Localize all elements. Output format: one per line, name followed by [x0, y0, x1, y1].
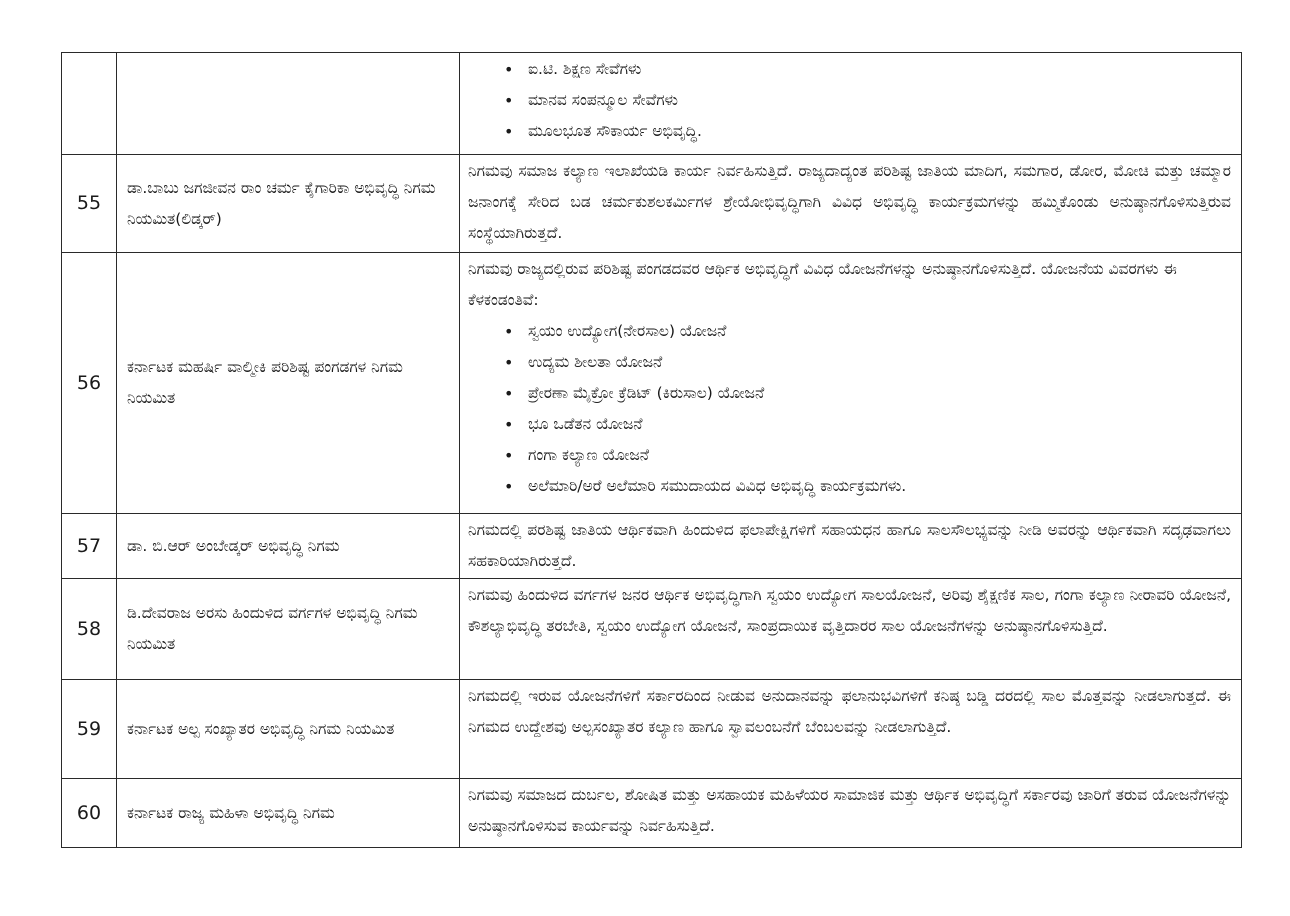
serial-number: 58 [62, 579, 117, 680]
table-row [62, 779, 1242, 848]
list-item: • ಉದ್ಯಮ ಶೀಲತಾ ಯೋಜನೆ [528, 347, 1231, 378]
description-cell [460, 155, 1242, 253]
description-cell [460, 579, 1242, 680]
bullet-list [468, 54, 1231, 147]
list-item: • ಮಾನವ ಸಂಪನ್ಮೂಲ ಸೇವೆಗಳು [528, 85, 1231, 116]
corporation-name: ಕರ್ನಾಟಕ ಮಹರ್ಷಿ ವಾಲ್ಮೀಕಿ ಪರಿಶಿಷ್ಟ ಪಂಗಡಗಳ ನಿಗಮ ನಿಯಮಿತ [117, 253, 460, 514]
description-text: ನಿಗಮವು ರಾಜ್ಯದಲ್ಲಿರುವ ಪರಿಶಿಷ್ಟ ಪಂಗಡದವರ ಆರ್ಥಿಕ ಅಭಿವೃದ್ಧಿಗೆ ವಿವಿಧ ಯೋಜನೆಗಳನ್ನು ಅನುಷ್ಠಾನಗೊಳಿಸುತ್ತಿದೆ. ಯೋಜನೆಯ ವಿವರಗಳು ಈ ಕೆಳಕಂಡಂತಿವೆ: [468, 260, 1177, 309]
list-item: • ಭೂ ಒಡೆತನ ಯೋಜನೆ [528, 409, 1231, 440]
scheme-list [468, 316, 1231, 502]
list-item: • ಗಂಗಾ ಕಲ್ಯಾಣ ಯೋಜನೆ [528, 440, 1231, 471]
list-item: • ಪ್ರೇರಣಾ ಮೈಕ್ರೋ ಕ್ರೆಡಿಟ್ (ಕಿರುಸಾಲ) ಯೋಜನೆ [528, 378, 1231, 409]
description-cell [460, 680, 1242, 779]
corporation-name: ಡಾ. ಬಿ.ಆರ್ ಅಂಬೇಡ್ಕರ್ ಅಭಿವೃದ್ಧಿ ನಿಗಮ [117, 514, 460, 579]
corporation-name: ಡಾ.ಬಾಬು ಜಗಜೀವನ ರಾಂ ಚರ್ಮ ಕೈಗಾರಿಕಾ ಅಭಿವೃದ್ಧಿ ನಿಗಮ ನಿಯಮಿತ(ಲಿಡ್ಕರ್) [117, 155, 460, 253]
description-cell [460, 53, 1242, 155]
description-cell [460, 514, 1242, 579]
list-item: • ಐ.ಟಿ. ಶಿಕ್ಷಣ ಸೇವೆಗಳು [528, 54, 1231, 85]
description-text: ನಿಗಮವು ಹಿಂದುಳಿದ ವರ್ಗಗಳ ಜನರ ಆರ್ಥಿಕ ಅಭಿವೃದ್ಧಿಗಾಗಿ ಸ್ವಯಂ ಉದ್ಯೋಗ ಸಾಲಯೋಜನೆ, ಅರಿವು ಶೈಕ್ಷಣಿಕ ಸಾಲ, ಗಂಗಾ ಕಲ್ಯಾಣ ನೀರಾವರಿ ಯೋಜನೆ, ಕೌಶಲ್ಯಾಭಿವೃದ್ಧಿ ತರಬೇತಿ, ಸ್ವಯಂ ಉದ್ಯೋಗ ಯೋಜನೆ, ಸಾಂಪ್ರದಾಯಿಕ ವೃತ್ತಿದಾರರ ಸಾಲ ಯೋಜನೆಗಳನ್ನು ಅನುಷ್ಠಾನಗೊಳಿಸುತ್ತಿದೆ. [468, 586, 1231, 635]
list-item: • ಅಲೆಮಾರಿ/ಅರೆ ಅಲೆಮಾರಿ ಸಮುದಾಯದ ವಿವಿಧ ಅಭಿವೃದ್ಧಿ ಕಾರ್ಯಕ್ರಮಗಳು. [528, 471, 1231, 502]
table-row [62, 514, 1242, 579]
serial-number: 56 [62, 253, 117, 514]
list-item: • ಸ್ವಯಂ ಉದ್ಯೋಗ(ನೇರಸಾಲ) ಯೋಜನೆ [528, 316, 1231, 347]
serial-number: 57 [62, 514, 117, 579]
corporation-name: ಡಿ.ದೇವರಾಜ ಅರಸು ಹಿಂದುಳಿದ ವರ್ಗಗಳ ಅಭಿವೃದ್ಧಿ ನಿಗಮ ನಿಯಮಿತ [117, 579, 460, 680]
description-cell [460, 779, 1242, 848]
corporation-name: ಕರ್ನಾಟಕ ಅಲ್ಪ ಸಂಖ್ಯಾತರ ಅಭಿವೃದ್ಧಿ ನಿಗಮ ನಿಯಮಿತ [117, 680, 460, 779]
serial-number: 60 [62, 779, 117, 848]
corporation-name-cell [117, 53, 460, 155]
serial-number: 59 [62, 680, 117, 779]
serial-number: 55 [62, 155, 117, 253]
serial-number-cell [62, 53, 117, 155]
table-row-continuation [62, 53, 1242, 155]
description-text: ನಿಗಮವು ಸಮಾಜದ ದುರ್ಬಲ, ಶೋಷಿತ ಮತ್ತು ಅಸಹಾಯಕ ಮಹಿಳೆಯರ ಸಾಮಾಜಿಕ ಮತ್ತು ಆರ್ಥಿಕ ಅಭಿವೃದ್ಧಿಗೆ ಸರ್ಕಾರವು ಜಾರಿಗೆ ತರುವ ಯೋಜನೆಗಳನ್ನು ಅನುಷ್ಠಾನಗೊಳಿಸುವ ಕಾರ್ಯವನ್ನು ನಿರ್ವಹಿಸುತ್ತಿದೆ. [468, 786, 1231, 835]
table-row [62, 579, 1242, 680]
corporation-name: ಕರ್ನಾಟಕ ರಾಜ್ಯ ಮಹಿಳಾ ಅಭಿವೃದ್ಧಿ ನಿಗಮ [117, 779, 460, 848]
table-row [62, 155, 1242, 253]
description-text: ನಿಗಮವು ಸಮಾಜ ಕಲ್ಯಾಣ ಇಲಾಖೆಯಡಿ ಕಾರ್ಯ ನಿರ್ವಹಿಸುತ್ತಿದೆ. ರಾಜ್ಯದಾದ್ಯಂತ ಪರಿಶಿಷ್ಟ ಜಾತಿಯ ಮಾದಿಗ, ಸಮಗಾರ, ಡೋರ, ಮೋಚಿ ಮತ್ತು ಚಮ್ಮಾರ ಜನಾಂಗಕ್ಕೆ ಸೇರಿದ ಬಡ ಚರ್ಮಕುಶಲಕರ್ಮಿಗಳ ಶ್ರೇಯೋಭಿವೃದ್ಧಿಗಾಗಿ ವಿವಿಧ ಅಭಿವೃದ್ಧಿ ಕಾರ್ಯಕ್ರಮಗಳನ್ನು ಹಮ್ಮಿಕೊಂಡು ಅನುಷ್ಠಾನಗೊಳಿಸುತ್ತಿರುವ ಸಂಸ್ಥೆಯಾಗಿರುತ್ತದೆ. [468, 162, 1231, 242]
table-row [62, 253, 1242, 514]
table-row [62, 680, 1242, 779]
description-cell [460, 253, 1242, 514]
description-text: ನಿಗಮದಲ್ಲಿ ಪರಶಿಷ್ಟ ಜಾತಿಯ ಆರ್ಥಿಕವಾಗಿ ಹಿಂದುಳಿದ ಫಲಾಪೇಕ್ಷಿಗಳಿಗೆ ಸಹಾಯಧನ ಹಾಗೂ ಸಾಲಸೌಲಭ್ಯವನ್ನು ನೀಡಿ ಅವರನ್ನು ಆರ್ಥಿಕವಾಗಿ ಸದೃಢವಾಗಲು ಸಹಕಾರಿಯಾಗಿರುತ್ತದೆ. [468, 521, 1231, 570]
corporations-table [61, 52, 1242, 848]
list-item: • ಮೂಲಭೂತ ಸೌಕಾರ್ಯ ಅಭಿವೃದ್ಧಿ. [528, 116, 1231, 147]
description-text: ನಿಗಮದಲ್ಲಿ ಇರುವ ಯೋಜನೆಗಳಿಗೆ ಸರ್ಕಾರದಿಂದ ನೀಡುವ ಅನುದಾನವನ್ನು ಫಲಾನುಭವಿಗಳಿಗೆ ಕನಿಷ್ಠ ಬಡ್ಡಿ ದರದಲ್ಲಿ ಸಾಲ ಮೊತ್ತವನ್ನು ನೀಡಲಾಗುತ್ತದೆ. ಈ ನಿಗಮದ ಉದ್ದೇಶವು ಅಲ್ಪಸಂಖ್ಯಾತರ ಕಲ್ಯಾಣ ಹಾಗೂ ಸ್ವಾವಲಂಬನೆಗೆ ಬೆಂಬಲವನ್ನು ನೀಡಲಾಗುತ್ತಿದೆ. [468, 687, 1231, 736]
